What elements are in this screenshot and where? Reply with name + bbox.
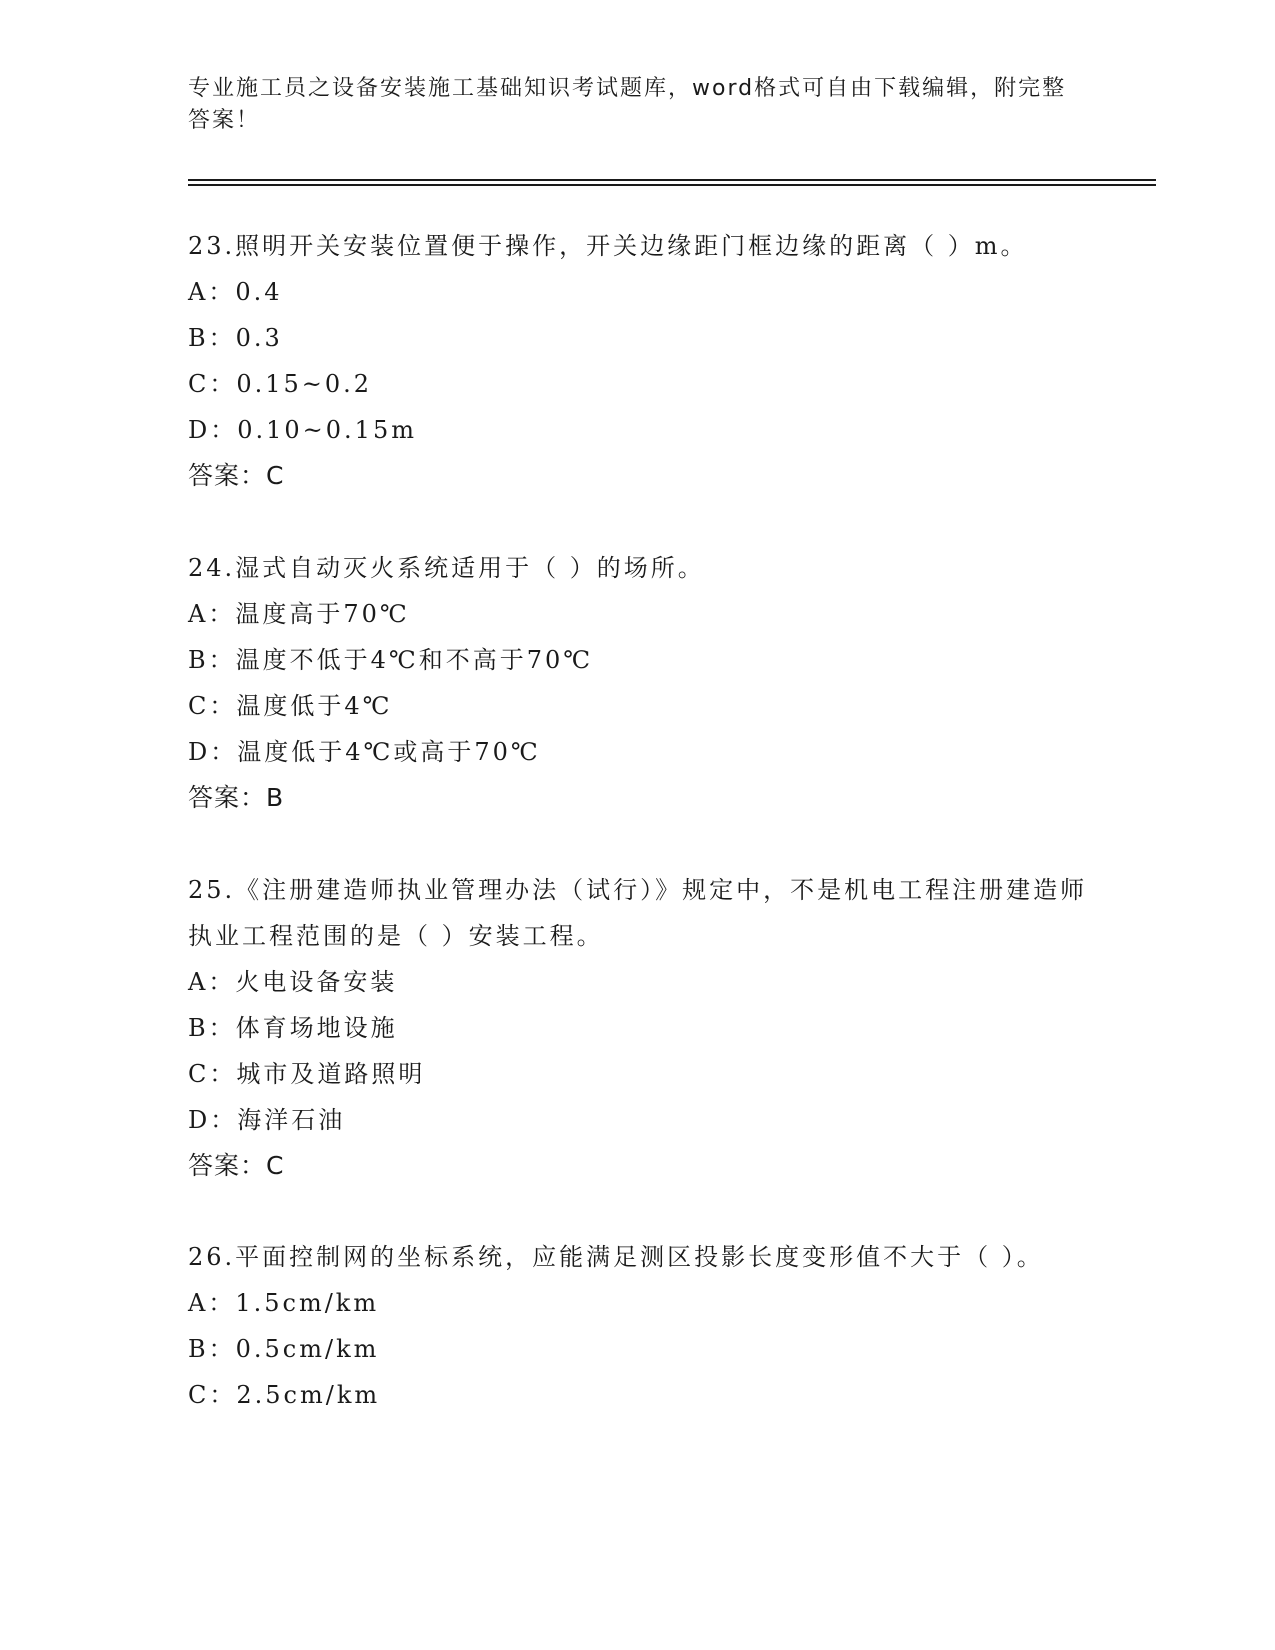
header-divider-top (188, 179, 1156, 181)
option-b: B：0.3 (188, 324, 283, 352)
option-a: A：0.4 (188, 278, 283, 306)
option-c: C：0.15~0.2 (188, 370, 373, 398)
option-a: A：1.5cm/km (188, 1289, 380, 1317)
question-stem: 26.平面控制网的坐标系统，应能满足测区投影长度变形值不大于（ ）。 (188, 1243, 1044, 1271)
option-d: D：温度低于4℃或高于70℃ (188, 738, 541, 766)
document-intro: 专业施工员之设备安装施工基础知识考试题库，word格式可自由下载编辑，附完整答案！ (188, 76, 1067, 133)
option-c: C：2.5cm/km (188, 1381, 381, 1409)
option-d: D：海洋石油 (188, 1106, 346, 1134)
option-d: D：0.10~0.15m (188, 416, 417, 444)
answer-line: 答案：C (188, 1151, 285, 1180)
answer-line: 答案：B (188, 783, 285, 812)
question-26 (188, 1234, 1088, 1418)
question-stem: 24.湿式自动灭火系统适用于（ ）的场所。 (188, 554, 705, 582)
question-23 (188, 223, 1088, 499)
option-a: A：火电设备安装 (188, 968, 398, 996)
option-b: B：温度不低于4℃和不高于70℃ (188, 646, 594, 674)
option-b: B：体育场地设施 (188, 1014, 398, 1042)
answer-line: 答案：C (188, 461, 285, 490)
option-c: C：温度低于4℃ (188, 692, 393, 720)
question-stem: 23.照明开关安装位置便于操作，开关边缘距门框边缘的距离（ ）m。 (188, 232, 1028, 260)
question-25 (188, 867, 1088, 1189)
question-24 (188, 545, 1088, 821)
header-divider-bottom (188, 184, 1156, 186)
option-c: C：城市及道路照明 (188, 1060, 426, 1088)
option-b: B：0.5cm/km (188, 1335, 380, 1363)
question-stem: 25.《注册建造师执业管理办法（试行）》规定中，不是机电工程注册建造师执业工程范围的是（ ）安装工程。 (188, 876, 1088, 950)
option-a: A：温度高于70℃ (188, 600, 410, 628)
